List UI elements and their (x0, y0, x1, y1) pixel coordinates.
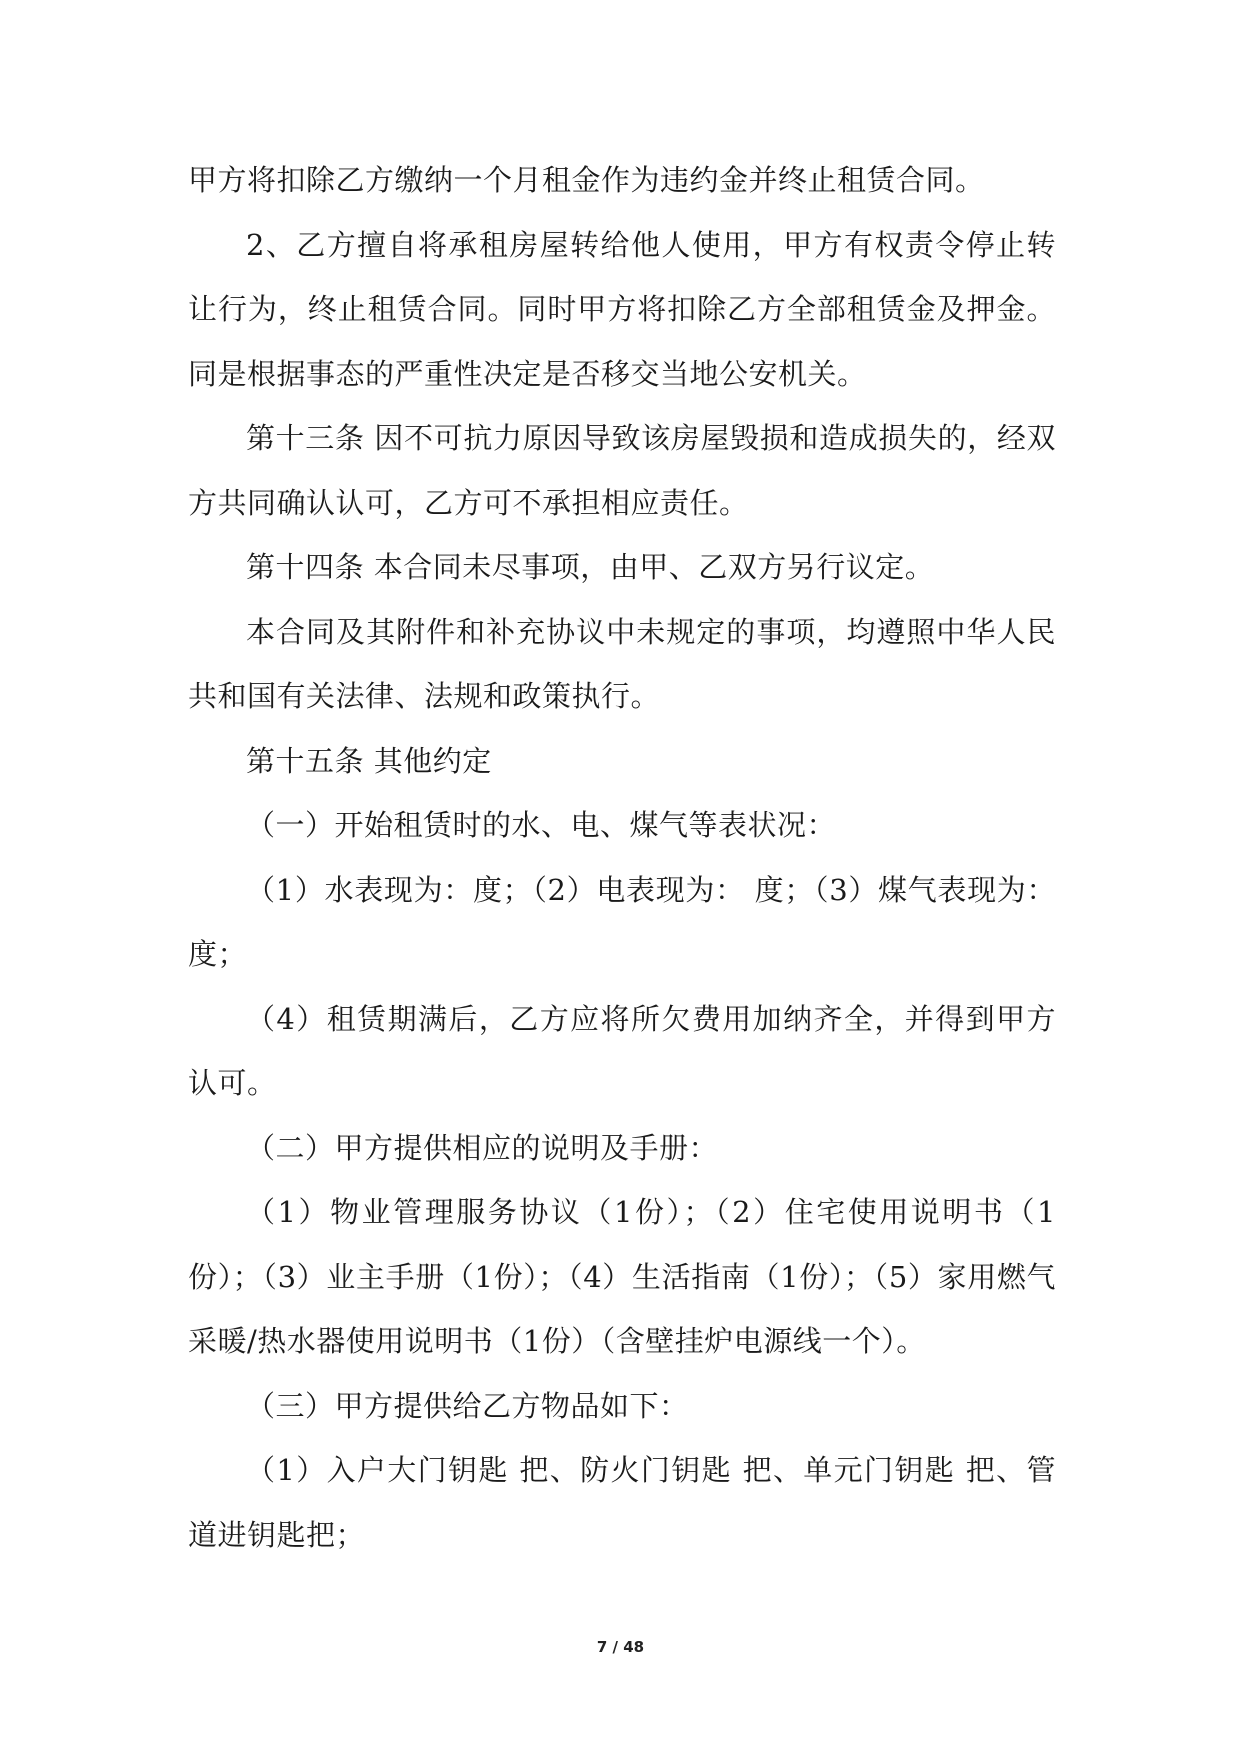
paragraph-keys-list: （1）入户大门钥匙 把、防火门钥匙 把、单元门钥匙 把、管道进钥匙把； (188, 1453, 1056, 1552)
paragraph-items-heading: （三）甲方提供给乙方物品如下： (246, 1388, 689, 1423)
paragraph-fees-settlement: （4）租赁期满后，乙方应将所欠费用加纳齐全，并得到甲方认可。 (188, 1001, 1056, 1100)
paragraph-article-15-heading: 第十五条 其他约定 (246, 743, 492, 778)
paragraph-meter-status-heading: （一）开始租赁时的水、电、煤气等表状况： (246, 808, 837, 842)
paragraph-penalty-clause-end: 甲方将扣除乙方缴纳一个月租金作为违约金并终止租赁合同。 (188, 163, 985, 197)
paragraph-article-14: 第十四条 本合同未尽事项，由甲、乙双方另行议定。 (246, 550, 935, 584)
page-number: 7 / 48 (596, 1638, 645, 1656)
paragraph-article-13: 第十三条 因不可抗力原因导致该房屋毁损和造成损失的，经双方共同确认认可，乙方可不承担相应责任。 (188, 421, 1056, 520)
paragraph-manuals-heading: （二）甲方提供相应的说明及手册： (246, 1130, 719, 1165)
paragraph-sublease-clause: 2、乙方擅自将承租房屋转给他人使用，甲方有权责令停止转让行为，终止租赁合同。同时甲方将扣除乙方全部租赁金及押金。同是根据事态的严重性决定是否移交当地公安机关。 (188, 227, 1056, 391)
paragraph-manuals-list: （1）物业管理服务协议（1份）；（2）住宅使用说明书（1份）；（3）业主手册（1份）；（4）生活指南（1份）；（5）家用燃气采暖/热水器使用说明书（1份）（含壁挂炉电源线一个）。 (188, 1195, 1056, 1358)
document-body (188, 148, 1056, 1567)
paragraph-meter-readings: （1）水表现为：度；（2）电表现为： 度；（3）煤气表现为：度； (188, 872, 1056, 971)
paragraph-legal-reference: 本合同及其附件和补充协议中未规定的事项，均遵照中华人民共和国有关法律、法规和政策执行。 (188, 614, 1056, 713)
